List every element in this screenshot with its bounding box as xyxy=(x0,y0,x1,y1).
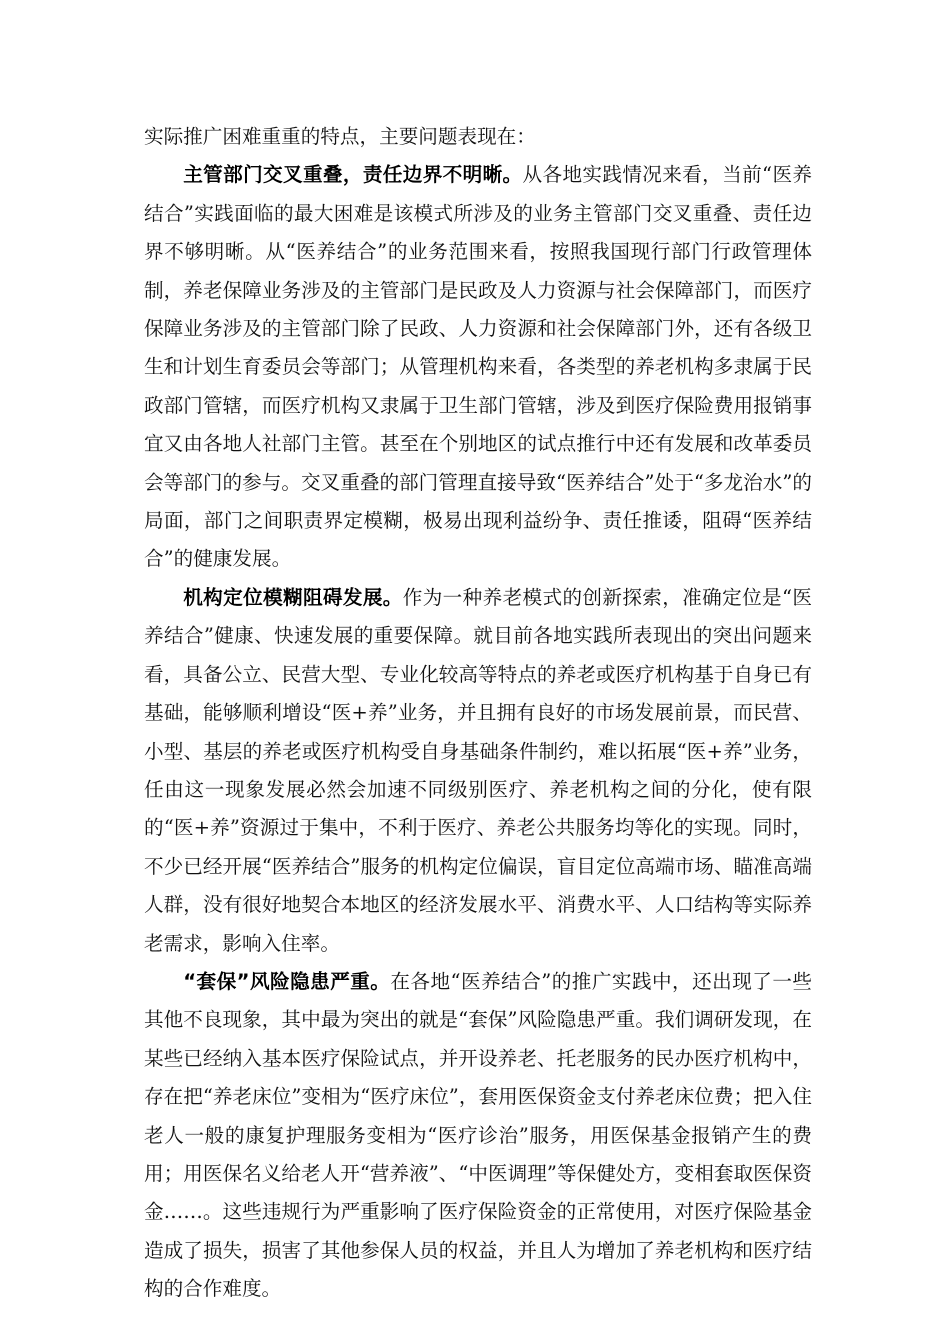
paragraph-department-overlap-text: 从各地实践情况来看，当前“医养结合”实践面临的最大困难是该模式所涉及的业务主管部门交叉重叠、责任边界不够明晰。从“医养结合”的业务范围来看，按照我国现行部门行政管理体制，养老保障业务涉及的主管部门是民政及人力资源与社会保障部门，而医疗保障业务涉及的主管部门除了民政、人力资源和社会保障部门外，还有各级卫生和计划生育委员会等部门；从管理机构来看，各类型的养老机构多隶属于民政部门管辖，而医疗机构又隶属于卫生部门管辖，涉及到医疗保险费用报销事宜又由各地人社部门主管。甚至在个别地区的试点推行中还有发展和改革委员会等部门的参与。交叉重叠的部门管理直接导致“医养结合”处于“多龙治水”的局面，部门之间职责界定模糊，极易出现利益纷争、责任推诿，阻碍“医养结合”的健康发展。 xyxy=(144,163,812,571)
paragraph-insurance-fraud-risk-heading: “套保”风险隐患严重。 xyxy=(183,969,391,993)
paragraph-institution-positioning xyxy=(144,579,812,963)
document-body xyxy=(144,118,812,1309)
paragraph-institution-positioning-text: 作为一种养老模式的创新探索，准确定位是“医养结合”健康、快速发展的重要保障。就目前各地实践所表现出的突出问题来看，具备公立、民营大型、专业化较高等特点的养老或医疗机构基于自身已有基础，能够顺利增设“医+养”业务，并且拥有良好的市场发展前景，而民营、小型、基层的养老或医疗机构受自身基础条件制约，难以拓展“医+养”业务，任由这一现象发展必然会加速不同级别医疗、养老机构之间的分化，使有限的“医+养”资源过于集中，不利于医疗、养老公共服务均等化的实现。同时，不少已经开展“医养结合”服务的机构定位偏误，盲目定位高端市场、瞄准高端人群，没有很好地契合本地区的经济发展水平、消费水平、人口结构等实际养老需求，影响入住率。 xyxy=(144,585,812,955)
paragraph-insurance-fraud-risk-text: 在各地“医养结合”的推广实践中，还出现了一些其他不良现象，其中最为突出的就是“套保”风险隐患严重。我们调研发现，在某些已经纳入基本医疗保险试点，并开设养老、托老服务的民办医疗机构中，存在把“养老床位”变相为“医疗床位”，套用医保资金支付养老床位费；把入住老人一般的康复护理服务变相为“医疗诊治”服务，用医保基金报销产生的费用；用医保名义给老人开“营养液”、“中医调理”等保健处方，变相套取医保资金……。这些违规行为严重影响了医疗保险资金的正常使用，对医疗保险基金造成了损失，损害了其他参保人员的权益，并且人为增加了养老机构和医疗结构的合作难度。 xyxy=(144,969,812,1301)
paragraph-department-overlap xyxy=(144,156,812,578)
paragraph-institution-positioning-heading: 机构定位模糊阻碍发展。 xyxy=(183,585,403,609)
paragraph-intro-text: 实际推广困难重重的特点，主要问题表现在： xyxy=(144,125,536,148)
paragraph-insurance-fraud-risk xyxy=(144,963,812,1309)
paragraph-department-overlap-heading: 主管部门交叉重叠，责任边界不明晰。 xyxy=(183,163,523,187)
paragraph-intro xyxy=(144,118,812,156)
